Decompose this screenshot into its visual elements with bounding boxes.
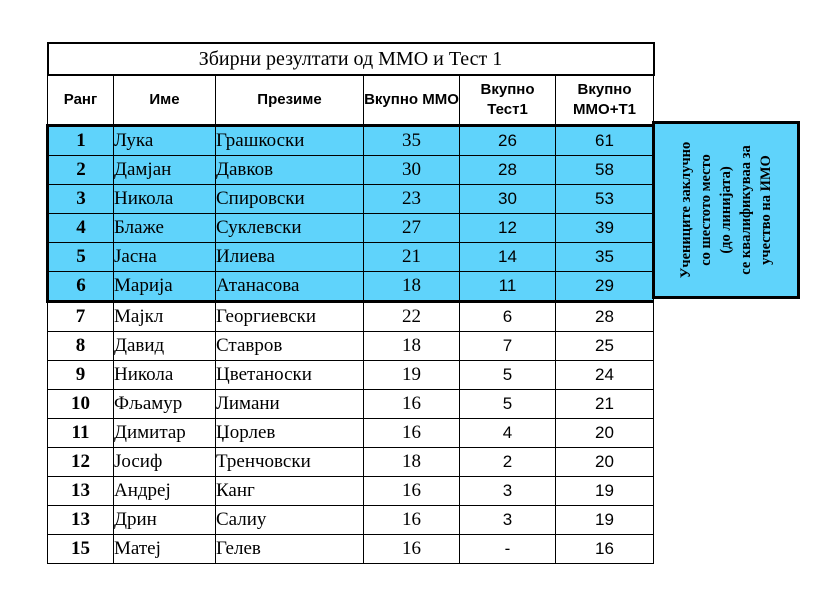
combined-total-cell: 28 [556,302,654,332]
note-line: учество на ИМО [758,155,774,265]
name-cell: Никола [114,185,216,214]
rank-cell: 9 [48,361,114,390]
combined-total-cell: 61 [556,126,654,156]
name-cell: Марија [114,272,216,302]
table-row [48,214,654,243]
surname-cell: Џорлев [216,419,364,448]
name-cell: Дрин [114,506,216,535]
results-table [46,42,655,564]
mmo-total-cell: 21 [364,243,460,272]
name-cell: Димитар [114,419,216,448]
test1-total-cell: 30 [460,185,556,214]
surname-cell: Спировски [216,185,364,214]
surname-cell: Грашкоски [216,126,364,156]
name-cell: Давид [114,332,216,361]
qualification-note [652,121,800,299]
table-title: Збирни резултати од ММО и Тест 1 [48,43,654,75]
combined-total-cell: 19 [556,477,654,506]
test1-total-cell: 12 [460,214,556,243]
test1-total-cell: 2 [460,448,556,477]
table-row [48,477,654,506]
combined-total-cell: 21 [556,390,654,419]
rank-cell: 13 [48,477,114,506]
table-row [48,332,654,361]
mmo-total-cell: 18 [364,448,460,477]
test1-total-cell: 26 [460,126,556,156]
rank-cell: 12 [48,448,114,477]
table-row [48,506,654,535]
combined-total-cell: 16 [556,535,654,564]
combined-total-cell: 20 [556,419,654,448]
table-row [48,243,654,272]
name-cell: Јосиф [114,448,216,477]
table-row [48,448,654,477]
note-line: се квалификуваа за [738,145,754,275]
note-line: со шестото место [698,154,714,266]
table-row [48,272,654,302]
surname-cell: Георгиевски [216,302,364,332]
mmo-total-cell: 16 [364,390,460,419]
combined-total-cell: 20 [556,448,654,477]
mmo-total-cell: 18 [364,272,460,302]
combined-total-cell: 25 [556,332,654,361]
surname-cell: Канг [216,477,364,506]
rank-cell: 11 [48,419,114,448]
rank-cell: 7 [48,302,114,332]
combined-total-cell: 24 [556,361,654,390]
rank-cell: 3 [48,185,114,214]
test1-total-cell: 3 [460,477,556,506]
surname-cell: Давков [216,156,364,185]
name-cell: Андреј [114,477,216,506]
mmo-total-cell: 16 [364,506,460,535]
qualification-note-text [676,125,776,295]
name-cell: Лука [114,126,216,156]
mmo-total-cell: 27 [364,214,460,243]
test1-total-cell: 5 [460,361,556,390]
name-cell: Мајкл [114,302,216,332]
mmo-total-cell: 18 [364,332,460,361]
mmo-total-cell: 16 [364,535,460,564]
test1-total-cell: 6 [460,302,556,332]
test1-total-cell: 28 [460,156,556,185]
mmo-total-cell: 23 [364,185,460,214]
test1-total-cell: 11 [460,272,556,302]
mmo-total-cell: 30 [364,156,460,185]
surname-cell: Цветаноски [216,361,364,390]
header-total-test1: Вкупно Тест1 [460,75,556,126]
mmo-total-cell: 16 [364,419,460,448]
note-line: (до линијата) [718,166,734,254]
name-cell: Дамјан [114,156,216,185]
name-cell: Матеј [114,535,216,564]
rank-cell: 5 [48,243,114,272]
combined-total-cell: 39 [556,214,654,243]
table-row [48,361,654,390]
header-row [48,75,654,126]
table-row [48,419,654,448]
header-total-sum: Вкупно ММО+Т1 [556,75,654,126]
mmo-total-cell: 16 [364,477,460,506]
header-name: Име [114,75,216,126]
mmo-total-cell: 19 [364,361,460,390]
rank-cell: 15 [48,535,114,564]
mmo-total-cell: 35 [364,126,460,156]
surname-cell: Суклевски [216,214,364,243]
note-line: Учениците заклучно [678,141,694,279]
name-cell: Јасна [114,243,216,272]
test1-total-cell: 4 [460,419,556,448]
rank-cell: 10 [48,390,114,419]
surname-cell: Атанасова [216,272,364,302]
combined-total-cell: 58 [556,156,654,185]
name-cell: Фљамур [114,390,216,419]
header-total-mmo: Вкупно ММО [364,75,460,126]
test1-total-cell: 14 [460,243,556,272]
surname-cell: Гелев [216,535,364,564]
combined-total-cell: 29 [556,272,654,302]
mmo-total-cell: 22 [364,302,460,332]
table-row [48,185,654,214]
surname-cell: Ставров [216,332,364,361]
surname-cell: Илиева [216,243,364,272]
rank-cell: 1 [48,126,114,156]
header-rank: Ранг [48,75,114,126]
table-row [48,156,654,185]
combined-total-cell: 35 [556,243,654,272]
rank-cell: 4 [48,214,114,243]
surname-cell: Тренчовски [216,448,364,477]
surname-cell: Салиу [216,506,364,535]
table-row [48,535,654,564]
header-surname: Презиме [216,75,364,126]
test1-total-cell: 3 [460,506,556,535]
table-row [48,126,654,156]
combined-total-cell: 53 [556,185,654,214]
rank-cell: 2 [48,156,114,185]
table-row [48,390,654,419]
rank-cell: 6 [48,272,114,302]
test1-total-cell: 5 [460,390,556,419]
surname-cell: Лимани [216,390,364,419]
test1-total-cell: 7 [460,332,556,361]
table-row [48,302,654,332]
name-cell: Блаже [114,214,216,243]
name-cell: Никола [114,361,216,390]
test1-total-cell: - [460,535,556,564]
rank-cell: 8 [48,332,114,361]
combined-total-cell: 19 [556,506,654,535]
rank-cell: 13 [48,506,114,535]
